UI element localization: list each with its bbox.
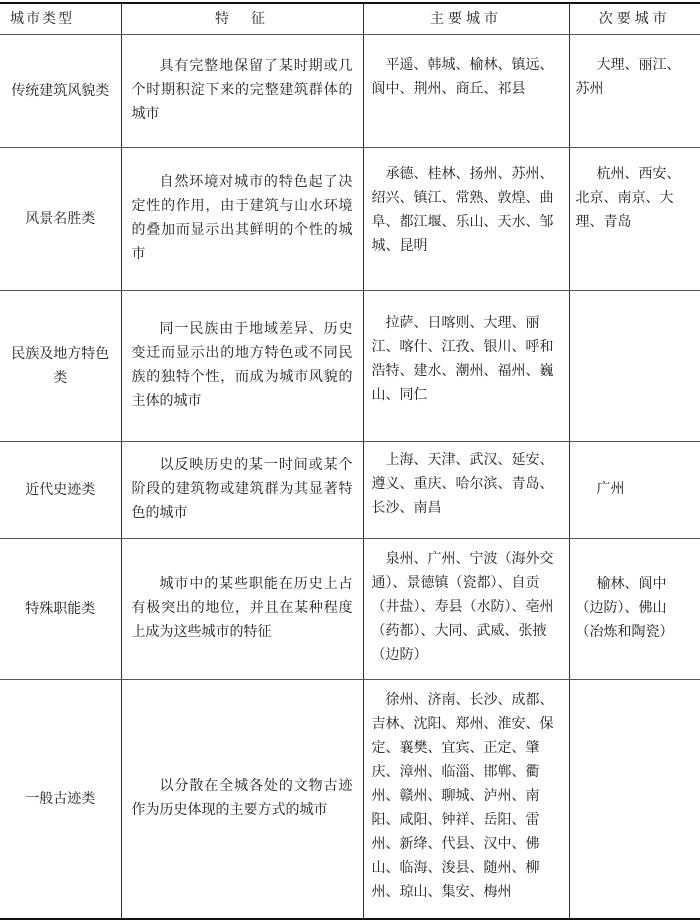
sub-cities-text: 大理、丽江、苏州	[575, 57, 681, 97]
feature-text: 以分散在全城各处的文物古迹作为历史体现的主要方式的城市	[131, 778, 353, 818]
sub-cities-cell	[569, 291, 700, 442]
table-row	[0, 291, 700, 442]
sub-cities-cell	[569, 680, 700, 920]
sub-cities-cell	[569, 442, 700, 539]
city-type-cell: 特殊职能类	[0, 539, 121, 680]
feature-cell	[121, 35, 363, 148]
city-type-cell: 风景名胜类	[0, 148, 121, 291]
main-cities-cell	[363, 35, 569, 148]
feature-cell	[121, 291, 363, 442]
main-cities-text: 徐州、济南、长沙、成都、吉林、沈阳、郑州、淮安、保定、襄樊、宜宾、正定、肇庆、漳州、临淄、邯郸、衢州、赣州、聊城、泸州、南阳、咸阳、钟祥、岳阳、雷州、新绛、代县、汉中、佛山、临海、浚县、随州、柳州、琼山、集安、梅州	[371, 692, 554, 900]
table-row	[0, 148, 700, 291]
feature-text: 城市中的某些职能在历史上占有极突出的地位，并且在某种程度上成为这些城市的特征	[131, 576, 353, 640]
main-cities-text: 承德、桂林、扬州、苏州、绍兴、镇江、常熟、敦煌、曲阜、都江堰、乐山、天水、邹城、昆明	[371, 166, 554, 254]
main-cities-cell	[363, 148, 569, 291]
sub-cities-cell	[569, 35, 700, 148]
header-city-type: 城市类型	[0, 3, 121, 35]
main-cities-text: 平遥、韩城、榆林、镇远、阆中、荆州、商丘、祁县	[371, 57, 554, 97]
main-cities-text: 上海、天津、武汉、延安、遵义、重庆、哈尔滨、青岛、长沙、南昌	[371, 452, 554, 516]
sub-cities-cell	[569, 148, 700, 291]
main-cities-cell	[363, 291, 569, 442]
table-row	[0, 35, 700, 148]
sub-cities-text: 广州	[596, 481, 625, 497]
historic-city-table	[0, 2, 700, 920]
main-cities-cell	[363, 680, 569, 920]
header-feature: 特 征	[121, 3, 363, 35]
feature-text: 自然环境对城市的特色起了决定性的作用，由于建筑与山水环境的叠加而显示出其鲜明的个性的城市	[131, 174, 353, 262]
table-body	[0, 35, 700, 920]
city-type-cell: 近代史迹类	[0, 442, 121, 539]
feature-cell	[121, 442, 363, 539]
table-row	[0, 680, 700, 920]
sub-cities-cell	[569, 539, 700, 680]
header-sub-cities: 次要城市	[569, 3, 700, 35]
table-row	[0, 442, 700, 539]
table-header	[0, 3, 700, 35]
city-type-cell: 传统建筑风貌类	[0, 35, 121, 148]
city-type-cell: 一般古迹类	[0, 680, 121, 920]
table-row	[0, 539, 700, 680]
main-cities-text: 拉萨、日喀则、大理、丽江、喀什、江孜、银川、呼和浩特、建水、潮州、福州、巍山、同仁	[371, 315, 554, 403]
main-cities-cell	[363, 442, 569, 539]
sub-cities-text: 榆林、阆中（边防）、佛山（冶炼和陶瓷）	[575, 576, 674, 640]
header-row	[0, 3, 700, 35]
feature-cell	[121, 148, 363, 291]
sub-cities-text: 杭州、西安、北京、南京、大理、青岛	[575, 166, 681, 230]
city-type-cell: 民族及地方特色类	[0, 291, 121, 442]
main-cities-cell	[363, 539, 569, 680]
feature-text: 以反映历史的某一时间或某个阶段的建筑物或建筑群为其显著特色的城市	[131, 457, 353, 521]
feature-text: 同一民族由于地域差异、历史变迁而显示出的地方特色或不同民族的独特个性，而成为城市风貌的主体的城市	[131, 321, 353, 409]
feature-cell	[121, 539, 363, 680]
feature-text: 具有完整地保留了某时期或几个时期积淀下来的完整建筑群体的城市	[131, 58, 353, 122]
main-cities-text: 泉州、广州、宁波（海外交通）、景德镇（瓷都）、自贡（井盐）、寿县（水防）、亳州（药都）、大同、武威、张掖（边防）	[371, 551, 554, 663]
header-main-cities: 主要城市	[363, 3, 569, 35]
feature-cell	[121, 680, 363, 920]
